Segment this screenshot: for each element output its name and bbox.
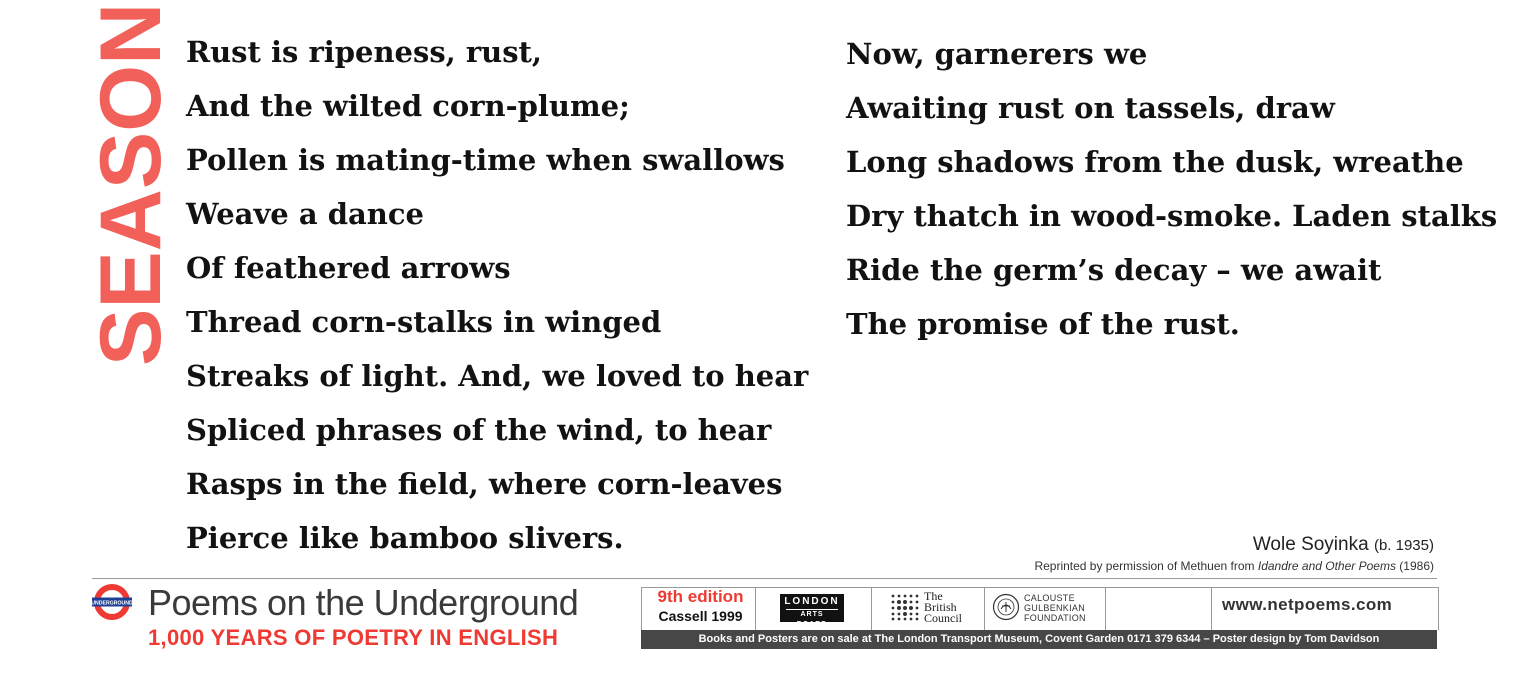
roundel-label: UNDERGROUND bbox=[91, 600, 133, 607]
cg-line2: GULBENKIAN bbox=[1024, 603, 1086, 613]
credit-book-title: Idandre and Other Poems bbox=[1257, 559, 1396, 573]
poem-title-text: SEASON bbox=[83, 2, 179, 366]
poem-line: Pollen is mating-time when swallows bbox=[186, 143, 785, 177]
poem-line: Thread corn-stalks in winged bbox=[186, 305, 662, 339]
bc-line2: British bbox=[924, 600, 957, 614]
poem-line: Weave a dance bbox=[186, 197, 424, 231]
poem-column-left bbox=[186, 25, 808, 565]
brand-title: Poems on the Underground bbox=[148, 582, 579, 623]
permission-credit bbox=[1034, 559, 1434, 573]
poem-line: Dry thatch in wood-smoke. Laden stalks bbox=[846, 199, 1498, 233]
poem-line: Ride the germ’s decay – we await bbox=[846, 253, 1382, 287]
brand-tagline: 1,000 YEARS OF POETRY IN ENGLISH bbox=[148, 625, 559, 650]
sponsor-cell-blank bbox=[1106, 588, 1212, 630]
poem-line: Long shadows from the dusk, wreathe bbox=[846, 145, 1464, 179]
underground-roundel-icon bbox=[92, 582, 132, 622]
website-link[interactable]: www.netpoems.com bbox=[1222, 595, 1393, 614]
poem-title bbox=[83, 2, 179, 366]
poem-column-right bbox=[846, 27, 1497, 351]
footer-divider bbox=[92, 578, 1437, 579]
poem-line: Pierce like bamboo slivers. bbox=[186, 521, 624, 555]
london-arts-board-logo bbox=[780, 594, 844, 628]
sales-info-bar: Books and Posters are on sale at The London Transport Museum, Covent Garden 0171 379 6344 – Poster design by Tom Davidson bbox=[641, 630, 1437, 649]
edition-label: 9th edition bbox=[657, 587, 744, 606]
poem-line: And the wilted corn-plume; bbox=[186, 89, 630, 123]
gulbenkian-seal-icon bbox=[992, 593, 1020, 621]
poem-line: Awaiting rust on tassels, draw bbox=[846, 91, 1335, 125]
gulbenkian-logo-text bbox=[1024, 593, 1086, 623]
poem-line: Rasps in the field, where corn-leaves bbox=[186, 467, 783, 501]
poem-line: Spliced phrases of the wind, to hear bbox=[186, 413, 772, 447]
cg-line3: FOUNDATION bbox=[1024, 613, 1086, 623]
cg-line1: CALOUSTE bbox=[1024, 593, 1075, 603]
british-council-logo-text bbox=[924, 591, 962, 624]
british-council-dots-icon bbox=[890, 593, 922, 621]
lab-line1: LONDON bbox=[784, 596, 840, 607]
poem-line: Streaks of light. And, we loved to hear bbox=[186, 359, 809, 393]
poem-line: The promise of the rust. bbox=[846, 307, 1240, 341]
edition-info bbox=[648, 587, 753, 625]
author-dates: (b. 1935) bbox=[1373, 537, 1434, 554]
poem-line: Now, garnerers we bbox=[846, 37, 1148, 71]
poem-line: Rust is ripeness, rust, bbox=[186, 35, 543, 69]
author-attribution bbox=[1253, 534, 1434, 556]
author-name: Wole Soyinka bbox=[1252, 534, 1369, 555]
lab-line2: ARTS BOARD bbox=[786, 609, 838, 630]
poem-line: Of feathered arrows bbox=[186, 251, 511, 285]
publisher-label: Cassell 1999 bbox=[658, 608, 743, 624]
credit-year: (1986) bbox=[1395, 559, 1434, 573]
credit-prefix: Reprinted by permission of Methuen from bbox=[1034, 559, 1258, 573]
bc-line3: Council bbox=[924, 611, 962, 625]
bc-line1: The bbox=[924, 589, 943, 603]
